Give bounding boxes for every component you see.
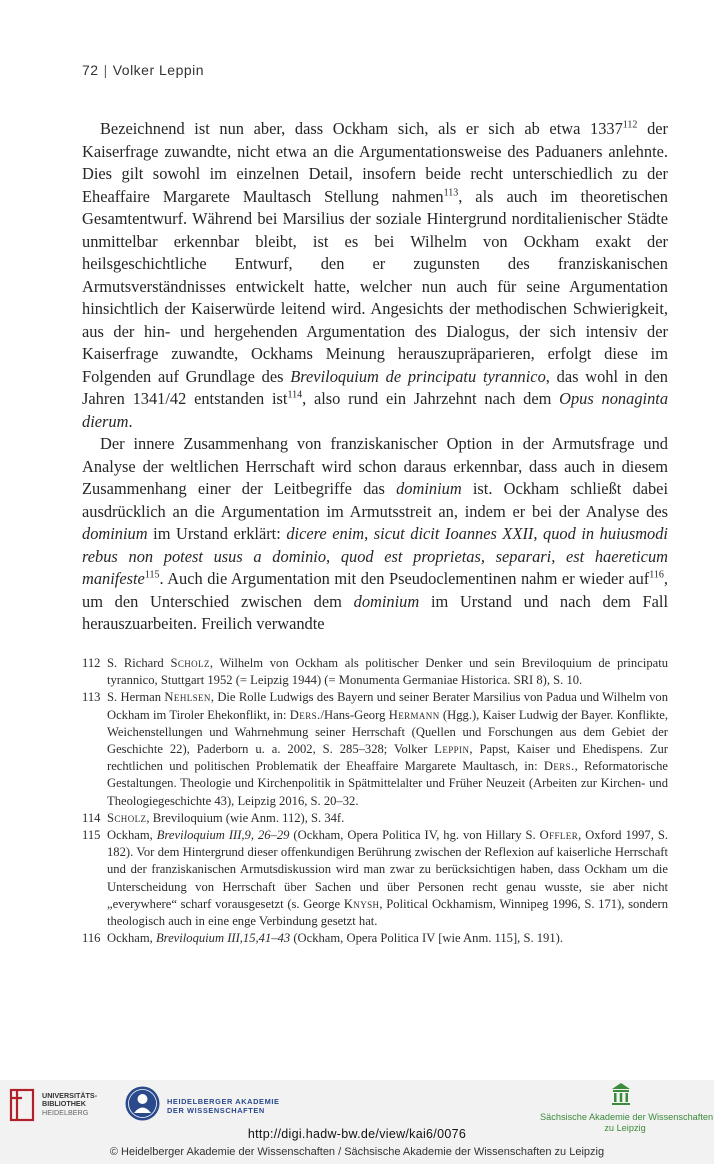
paragraph-1 bbox=[82, 118, 668, 433]
text-run: Bezeichnend ist nun aber, dass Ockham sich, als er sich ab etwa 1337 bbox=[100, 119, 623, 138]
italic-citation: Breviloquium III,9, 26–29 bbox=[156, 828, 290, 843]
text-run: , das wohl in den Jahren 1341/42 entstanden ist bbox=[82, 366, 668, 408]
text-run: /Hans-Georg bbox=[320, 707, 389, 722]
text-run: im Urstand erklärt: bbox=[147, 524, 287, 543]
text-run: , Reformatorische Gestaltungen. Theologie und Kirchenpolitik in Spätmittelalter und Früher Neuzeit (Arbeiten zur Kirchen- und Theologiegeschichte 43), Leipzig 2016, S. 20–32. bbox=[107, 759, 668, 808]
main-text bbox=[82, 118, 668, 636]
text-run: Ockham, bbox=[107, 931, 156, 946]
italic-citation: Breviloquium III,15,41–43 bbox=[155, 931, 291, 946]
footnote-number: 115 bbox=[82, 828, 101, 843]
page-number: 72 bbox=[82, 62, 99, 78]
footnote-number: 112 bbox=[82, 656, 101, 670]
text-run: Ockham, bbox=[107, 828, 157, 843]
text-run: , um den Unterschied zwischen dem bbox=[82, 569, 668, 611]
author-name: Knysh bbox=[343, 896, 380, 911]
italic-quote: dicere enim, sicut dicit Ioannes XXII, quod in huiusmodi rebus non potest usus a dominio, quod est proprietas, separari, est haereticum manifeste bbox=[82, 524, 668, 588]
saw-building-icon bbox=[610, 1082, 632, 1106]
author-name: Ders. bbox=[543, 759, 575, 774]
author-name: Scholz bbox=[107, 810, 147, 825]
copyright-notice: © Heidelberger Akademie der Wissenschaften / Sächsische Akademie der Wissenschaften zu Leipzig bbox=[109, 1146, 605, 1158]
footnote-ref-114[interactable]: 114 bbox=[287, 389, 303, 401]
text-run: S. Richard bbox=[107, 656, 171, 670]
author-name: Leppin bbox=[434, 742, 470, 757]
text-run: , Political Ockhamism, Winnipeg 1996, S. 171), sondern theologisch auch in eine enge Verbindung gesetzt hat. bbox=[107, 896, 668, 929]
paragraph-2 bbox=[82, 433, 668, 636]
permalink-url[interactable]: http://digi.hadw-bw.de/view/kai6/0076 bbox=[247, 1127, 467, 1141]
saw-name-line: zu Leipzig bbox=[604, 1123, 646, 1133]
italic-title: Opus nonaginta dierum bbox=[82, 389, 669, 431]
text-run: . Auch die Argumentation mit den Pseudoclementinen nahm er wieder auf bbox=[159, 569, 650, 588]
text-run: (Ockham, Opera Politica IV [wie Anm. 115], S. 191). bbox=[290, 931, 563, 946]
text-run: Der innere Zusammenhang von franziskanischer Option in der Armutsfrage und Analyse der weltlichen Herrschaft wird schon daraus erkennbar, dass auch in diesem Zusammenhang einer der Leitbegriffe das bbox=[82, 434, 668, 498]
italic-term: dominium bbox=[353, 591, 420, 611]
text-run: (Hgg.), Kaiser Ludwig der Bayer. Konflikte, Weichenstellungen und Wahrnehmung seiner Herrschaft (Quellen und Forschungen aus dem Gebiet der Geschichte 22), Paderborn u. a. 2002, S. 285–328; Volker bbox=[107, 707, 669, 757]
ub-name-line: HEIDELBERG bbox=[42, 1107, 89, 1117]
ub-name-line: UNIVERSITÄTS- bbox=[42, 1091, 98, 1100]
author-name: Scholz bbox=[170, 656, 210, 670]
text-run: , Oxford 1997, S. 182). Vor dem Hintergrund dieser offenkundigen Berührung zwischen der Reflexion auf kaiserliche Herrschaft und der franziskanischen Armutsdiskussion wird man zwar zu berücksichtigen haben, dass Ockham um die Unterscheidung von Herrschaft über Sachen und über Personen recht genau wusste, sie aber nicht „everywhere“ scharf vorausgesetzt (s. George bbox=[107, 828, 668, 911]
hadw-name-line: DER WISSENSCHAFTEN bbox=[167, 1106, 265, 1115]
footnote-114 bbox=[82, 810, 668, 827]
text-run: , Die Rolle Ludwigs des Bayern und seiner Berater Marsilius von Padua und Wilhelm von Ockham im Tiroler Ehekonflikt, in: bbox=[107, 690, 668, 722]
footnote-number: 114 bbox=[82, 810, 101, 825]
footnote-112 bbox=[82, 655, 668, 689]
ub-heidelberg-name bbox=[42, 1092, 97, 1117]
hadw-name-line: HEIDELBERGER AKADEMIE bbox=[167, 1097, 280, 1106]
footnotes bbox=[82, 655, 668, 947]
text-run: (Ockham, Opera Politica IV, hg. von Hillary S. bbox=[289, 828, 540, 843]
author-name: Ders. bbox=[289, 707, 321, 722]
author-name: Nehlsen bbox=[164, 690, 211, 705]
author-name: Hermann bbox=[388, 707, 440, 722]
italic-title: Breviloquium de principatu tyrannico bbox=[290, 366, 546, 386]
saw-name-line: Sächsische Akademie der Wissenschaften bbox=[540, 1112, 714, 1122]
footnote-116 bbox=[82, 930, 668, 947]
footnote-115 bbox=[82, 827, 668, 930]
ub-heidelberg-icon bbox=[8, 1088, 38, 1122]
hadw-seal-icon bbox=[124, 1085, 161, 1122]
running-header bbox=[82, 62, 204, 78]
text-run: ist. Ockham schließt dabei ausdrücklich an die Argumentation im Armutsstreit an, indem er bei der Analyse des bbox=[82, 479, 668, 521]
footnote-number: 113 bbox=[82, 690, 101, 705]
digitization-footer bbox=[0, 1080, 714, 1164]
footnote-ref-116[interactable]: 116 bbox=[649, 569, 664, 581]
hadw-logo[interactable] bbox=[124, 1085, 304, 1125]
text-run: der Kaiserfrage zuwandte, nicht etwa an die Argumentationsweise des Paduaners anlehnte. Dies gilt sowohl im einzelnen Detail, insofern beide recht unterschiedlich zu der Eheaffaire Margarete Maultasch Stellung nahmen bbox=[82, 119, 669, 206]
ub-name-line: BIBLIOTHEK bbox=[42, 1099, 86, 1109]
italic-term: dominium bbox=[396, 479, 462, 498]
text-run: . bbox=[128, 411, 133, 431]
footnote-ref-113[interactable]: 113 bbox=[443, 187, 459, 199]
footnote-113 bbox=[82, 689, 668, 809]
footnote-ref-115[interactable]: 115 bbox=[144, 569, 160, 581]
text-run: im Urstand und nach dem Fall herauszuarbeiten. Freilich verwandte bbox=[82, 591, 669, 633]
text-run: , also rund ein Jahrzehnt nach dem bbox=[302, 389, 560, 408]
hadw-name bbox=[167, 1097, 280, 1115]
author-name: Offler bbox=[539, 828, 579, 843]
footnote-number: 116 bbox=[82, 931, 101, 946]
text-run: S. Herman bbox=[107, 690, 165, 705]
ub-heidelberg-logo[interactable] bbox=[8, 1088, 103, 1122]
text-run: , Wilhelm von Ockham als politischer Denker und sein Breviloquium de principatu tyrannico, Stuttgart 1952 (= Leipzig 1944) (= Monumenta Germaniae Historica. SRI 8), S. 10. bbox=[107, 656, 668, 688]
header-separator: | bbox=[103, 62, 108, 78]
text-run: , Breviloquium (wie Anm. 112), S. 34f. bbox=[146, 810, 345, 825]
text-run: , Papst, Kaiser und Ehedispens. Zur rechtlichen und politischen Problematik der Eheaffaire Margarete Maultasch, in: bbox=[107, 742, 668, 774]
header-author: Volker Leppin bbox=[112, 62, 205, 78]
italic-term: dominium bbox=[82, 524, 148, 543]
footnote-ref-112[interactable]: 112 bbox=[622, 119, 638, 131]
text-run: , als auch im theoretischen Gesamtentwurf. Während bei Marsilius der soziale Hintergrund norditalienischer Städte unmittelbar erkennbar bleibt, ist es bei Wilhelm von Ockham exakt der heilsgeschichtliche Entwurf, den er zugunsten des franziskanischen Armutsverständnisses entwickelt hatte, welcher nun auch für seine Argumentation hinsichtlich der Kaiserwürde leitend wird. Angesichts der methodischen Schwierigkeit, aus der hin- und hergehenden Argumentation des Dialogus, der sich intensiv der Kaiserfrage zuwandte, Ockhams Meinung herauszupräparieren, erfolgt diese im Folgenden auf Grundlage des bbox=[82, 186, 668, 386]
